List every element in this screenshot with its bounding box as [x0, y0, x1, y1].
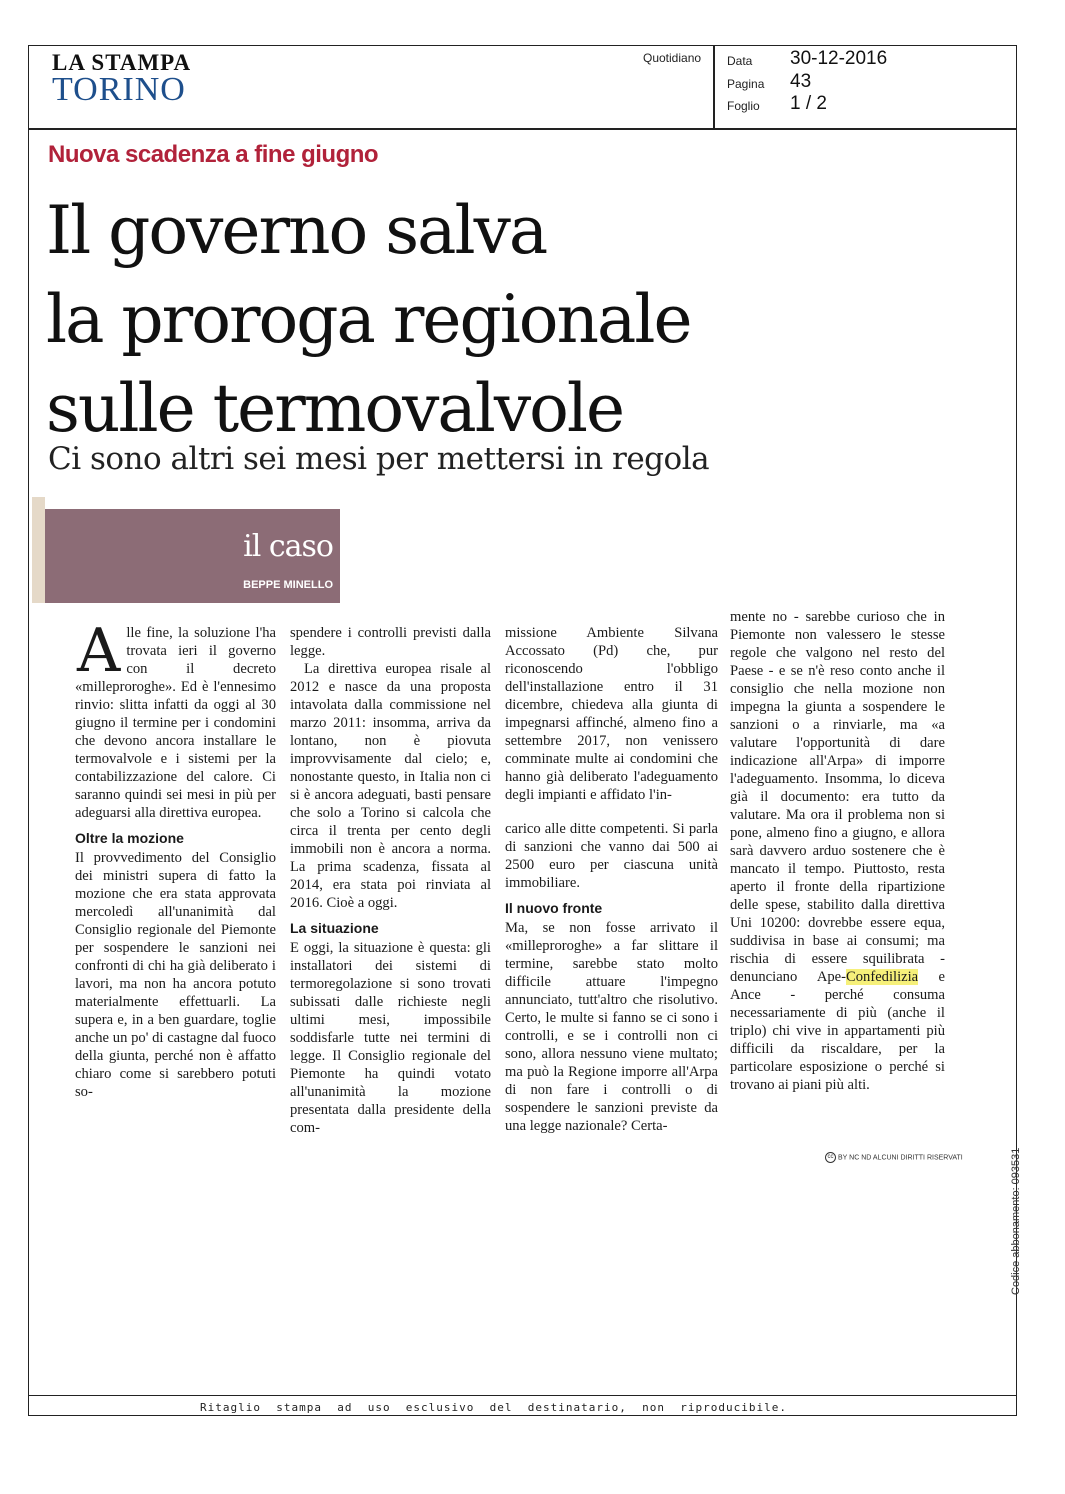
- col2-paragraph-1: spendere i controlli previsti dalla legge.: [290, 625, 491, 659]
- section-box: [45, 509, 340, 603]
- subheading-oltre-la-mozione: Oltre la mozione: [75, 830, 184, 846]
- col2-paragraph-2: La direttiva europea risale al 2012 e nasce da una proposta intavolata dalla commissione nel marzo 2011: insomma, arriva da lontano, non è piovuta improvvisamente dal cielo; e, nonostante questo, in Italia non ci si è ancora adeguati, basti pensare che solo a Torino si calcola che circa il trenta per cento degli immobili non è ancora a norma. La prima scadenza, fissata al 2014, era stata poi rinviata al 2016. Cioè a oggi.: [290, 661, 491, 911]
- license-note: cc BY NC ND ALCUNI DIRITTI RISERVATI: [825, 1152, 963, 1163]
- meta-value-page: 43: [790, 71, 812, 92]
- footer-divider: [28, 1395, 1017, 1396]
- meta-label-sheet: Foglio: [727, 99, 760, 113]
- headline-line-3: sulle termovalvole: [46, 370, 624, 447]
- article-headline: [46, 186, 691, 453]
- article-subhead: Ci sono altri sei mesi per mettersi in regola: [48, 441, 710, 477]
- article-kicker: Nuova scadenza a fine giugno: [48, 141, 379, 168]
- article-column-2: [290, 624, 491, 1137]
- masthead-top: LA STAMPA: [52, 50, 192, 75]
- meta-label-date: Data: [727, 54, 753, 68]
- highlighted-term: Confedilizia: [846, 969, 919, 985]
- col3-paragraph-3: Ma, se non fosse arrivato il «milleproroghe» a far slittare il termine, sarebbe stato molto difficile attuare l'impegno annunciato, tutt'altro che risolutivo. Certo, le multe si fanno se ci sono i controlli, e se i controlli non ci sono, allora nessuno viene multato; ma può la Regione imporre all'Arpa di non fare i controlli o di sospendere le sanzioni previste da una legge nazionale? Certa-: [505, 920, 718, 1134]
- article-column-3: [505, 624, 718, 1135]
- article-column-1: [75, 616, 276, 1101]
- col1-paragraph-1: Alle fine, la soluzione l'ha trovata ieri il governo con il decreto «milleproroghe». Ed è l'ennesimo rinvio: slitta infatti da oggi al 30 giugno il termine per i condomini che devono ancora installare le termovalvole e i sistemi per la contabilizzazione del calore. Ci saranno quindi sei mesi in più per adeguarsi alla direttiva europea.: [75, 616, 276, 821]
- section-box-edge: [32, 497, 45, 603]
- col1-paragraph-2: Il provvedimento del Consiglio dei ministri supera di fatto la mozione che era stata approvata mercoledì all'unanimità dal Consiglio regionale del Piemonte per sospendere le sanzioni nei confronti di chi ha già deliberato i lavori, ma non ha ancora potuto materialmente effettuarli. La supera e, in a ben guardare, toglie anche un po' di castagne dal fuoco della giunta, perché non è affatto chiaro come si sarebbero potuti so-: [75, 850, 276, 1100]
- col3-paragraph-2: carico alle ditte competenti. Si parla di sanzioni che vanno dai 500 ai 2500 euro per ciascuna unità immobiliare.: [505, 821, 718, 891]
- col3-paragraph-1: missione Ambiente Silvana Accossato (Pd) che, pur riconoscendo l'obbligo dell'installazione entro il 31 dicembre, chiedeva alla giunta di impegnarsi affinché, almeno fino a settembre 2017, non venissero comminate multe ai condomini che hanno già deliberato l'adeguamento degli impianti e affidato l'in-: [505, 625, 718, 803]
- subheading-il-nuovo-fronte: Il nuovo fronte: [505, 900, 603, 916]
- headline-line-2: la proroga regionale: [46, 281, 691, 358]
- publication-type: Quotidiano: [643, 51, 702, 65]
- masthead-city: TORINO: [52, 71, 186, 108]
- subscription-code: Codice abbonamento: 093531: [1010, 1147, 1022, 1295]
- footer-disclaimer: Ritaglio stampa ad uso esclusivo del destinatario, non riproducibile.: [200, 1401, 787, 1414]
- col4-paragraph-1: mente no - sarebbe curioso che in Piemonte non valessero le stesse regole che valgono nel resto del Paese - e se n'è reso conto anche il consiglio che nella mozione non impegna la giunta a sospendere le sanzioni o a rinviarle, ma «a valutare l'opportunità di dare indicazione all'Arpa» di imporre l'adeguamento. Insomma, lo diceva già il documento: era tutto da valutare. Ma ora il problema non si pone, almeno fino a giugno, e allora sarà davvero arduo sostenere che è mancato il tempo. Piuttosto, resta aperto il fronte della ripartizione delle spese, stabilito dalla direttiva Uni 10200: dovrebbe essere equa, suddivisa in base ai consumi; ma rischia di essere squilibrata - denunciano Ape-Confedilizia e Ance - perché consuma necessariamente di più (anche il triplo) chi vive in appartamenti più difficili da riscaldare, per la particolare esposizione o perché si trovano ai piani più alti.: [730, 609, 945, 1093]
- subheading-la-situazione: La situazione: [290, 920, 379, 936]
- headline-line-1: Il governo salva: [46, 192, 547, 269]
- cc-icon: cc: [825, 1152, 836, 1163]
- section-label: il caso: [243, 529, 333, 564]
- meta-value-date: 30-12-2016: [790, 48, 888, 69]
- drop-cap: A: [77, 616, 121, 686]
- author-byline: BEPPE MINELLO: [243, 579, 333, 591]
- meta-value-sheet: 1 / 2: [790, 93, 827, 114]
- article-column-4: [730, 608, 945, 1094]
- col2-paragraph-3: E oggi, la situazione è questa: gli installatori dei sistemi di termoregolazione si sono trovati subissati dalle richieste negli ultimi mesi, impossibile soddisfarle tutte nei termini di legge. Il Consiglio regionale del Piemonte ha quindi votato all'unanimità la mozione presentata dalla presidente della com-: [290, 940, 491, 1136]
- meta-label-page: Pagina: [727, 77, 765, 91]
